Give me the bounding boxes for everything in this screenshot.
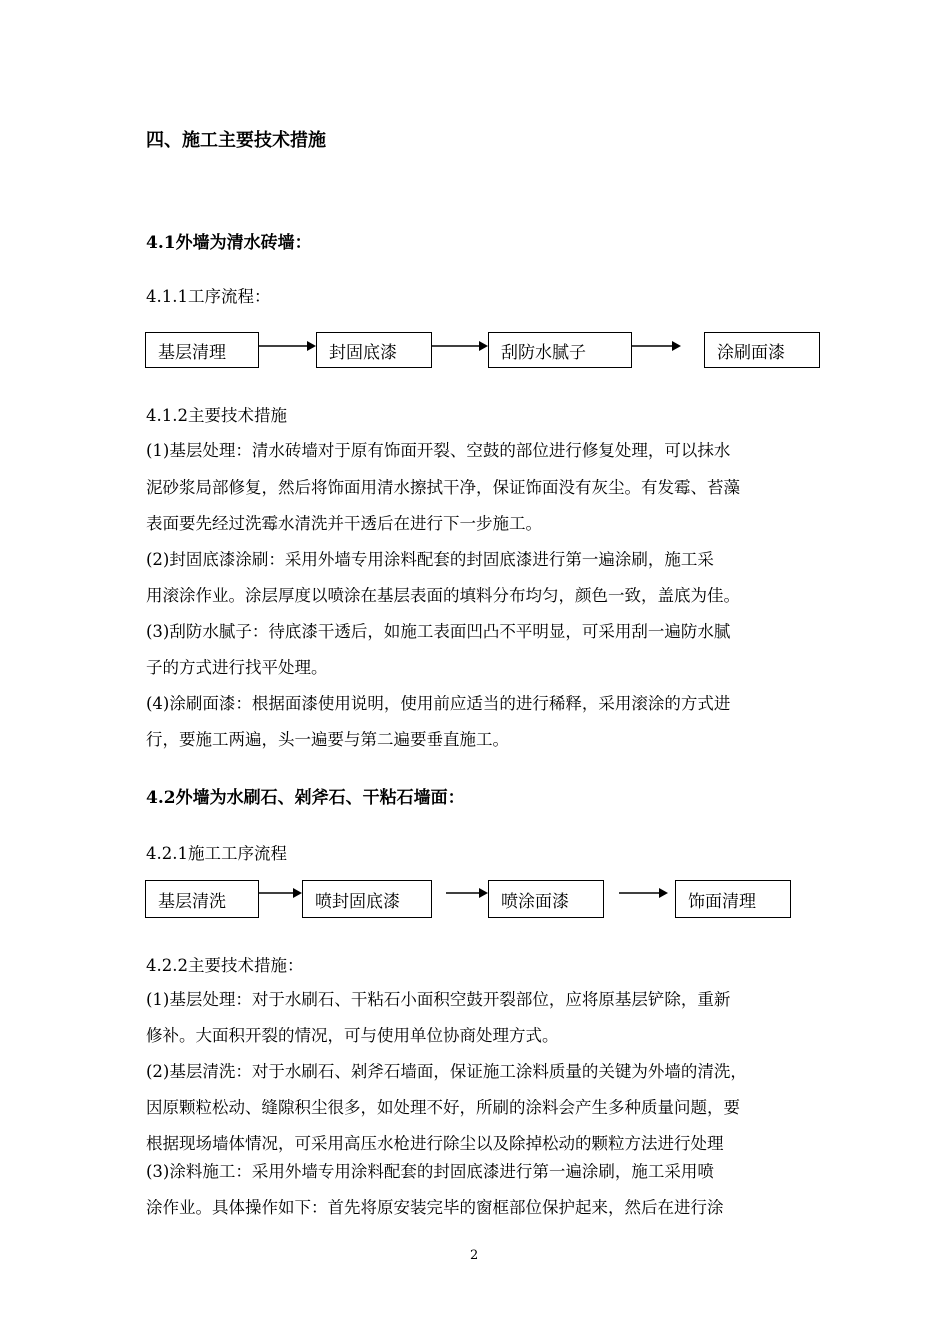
paragraph-line: 表面要先经过洗霉水清洗并干透后在进行下一步施工。 <box>146 514 542 533</box>
flow-step-4: 饰面清理 <box>675 880 791 918</box>
page-number: 2 <box>470 1248 479 1263</box>
paragraph-line: 子的方式进行找平处理。 <box>146 658 328 677</box>
paragraph-line: (2)封固底漆涂刷：采用外墙专用涂料配套的封固底漆进行第一遍涂刷，施工采 <box>146 550 714 569</box>
arrow-right-icon <box>259 340 317 352</box>
flow-step-2: 喷封固底漆 <box>302 880 432 918</box>
paragraph-line: 泥砂浆局部修复，然后将饰面用清水擦拭干净，保证饰面没有灰尘。有发霉、苔藻 <box>146 478 740 497</box>
paragraph-line: (2)基层清洗：对于水刷石、剁斧石墙面，保证施工涂料质量的关键为外墙的清洗， <box>146 1062 747 1081</box>
measures-title-4-2-2: 4.2.2主要技术措施： <box>146 956 304 975</box>
flow-step-3: 喷涂面漆 <box>488 880 604 918</box>
flow-step-1: 基层清洗 <box>145 880 259 918</box>
section-heading: 四、施工主要技术措施 <box>146 130 326 151</box>
paragraph-line: (1)基层处理：对于水刷石、干粘石小面积空鼓开裂部位，应将原基层铲除，重新 <box>146 990 731 1009</box>
paragraph-line: (1)基层处理：清水砖墙对于原有饰面开裂、空鼓的部位进行修复处理，可以抹水 <box>146 441 731 460</box>
measures-title-4-1-2: 4.1.2主要技术措施 <box>146 406 287 425</box>
arrow-right-icon <box>432 340 489 352</box>
paragraph-line: (3)刮防水腻子：待底漆干透后，如施工表面凹凸不平明显，可采用刮一遍防水腻 <box>146 622 731 641</box>
paragraph-line: 用滚涂作业。涂层厚度以喷涂在基层表面的填料分布均匀，颜色一致，盖底为佳。 <box>146 586 740 605</box>
paragraph-line: (4)涂刷面漆：根据面漆使用说明，使用前应适当的进行稀释，采用滚涂的方式进 <box>146 694 731 713</box>
flow-title-4-1-1: 4.1.1工序流程： <box>146 287 271 306</box>
arrow-right-icon <box>619 887 669 899</box>
flow-title-4-2-1: 4.2.1施工工序流程 <box>146 844 287 863</box>
paragraph-line: 根据现场墙体情况，可采用高压水枪进行除尘以及除掉松动的颗粒方法进行处理 <box>146 1134 724 1153</box>
paragraph-line: 修补。大面积开裂的情况，可与使用单位协商处理方式。 <box>146 1026 559 1045</box>
arrow-right-icon <box>259 887 303 899</box>
paragraph-line: 行，要施工两遍，头一遍要与第二遍要垂直施工。 <box>146 730 509 749</box>
arrow-right-icon <box>446 887 489 899</box>
flow-step-3: 刮防水腻子 <box>488 332 632 368</box>
paragraph-line: 因原颗粒松动、缝隙积尘很多，如处理不好，所刷的涂料会产生多种质量问题，要 <box>146 1098 740 1117</box>
flow-step-1: 基层清理 <box>145 332 259 368</box>
paragraph-line: (3)涂料施工：采用外墙专用涂料配套的封固底漆进行第一遍涂刷，施工采用喷 <box>146 1162 714 1181</box>
paragraph-line: 涂作业。具体操作如下：首先将原安装完毕的窗框部位保护起来，然后在进行涂 <box>146 1198 724 1217</box>
flow-step-2: 封固底漆 <box>316 332 432 368</box>
flow-step-4: 涂刷面漆 <box>704 332 820 368</box>
subsection-title-4-2: 4.2外墙为水刷石、剁斧石、干粘石墙面： <box>146 788 465 808</box>
subsection-title-4-1: 4.1外墙为清水砖墙： <box>146 233 312 253</box>
arrow-right-icon <box>632 340 682 352</box>
